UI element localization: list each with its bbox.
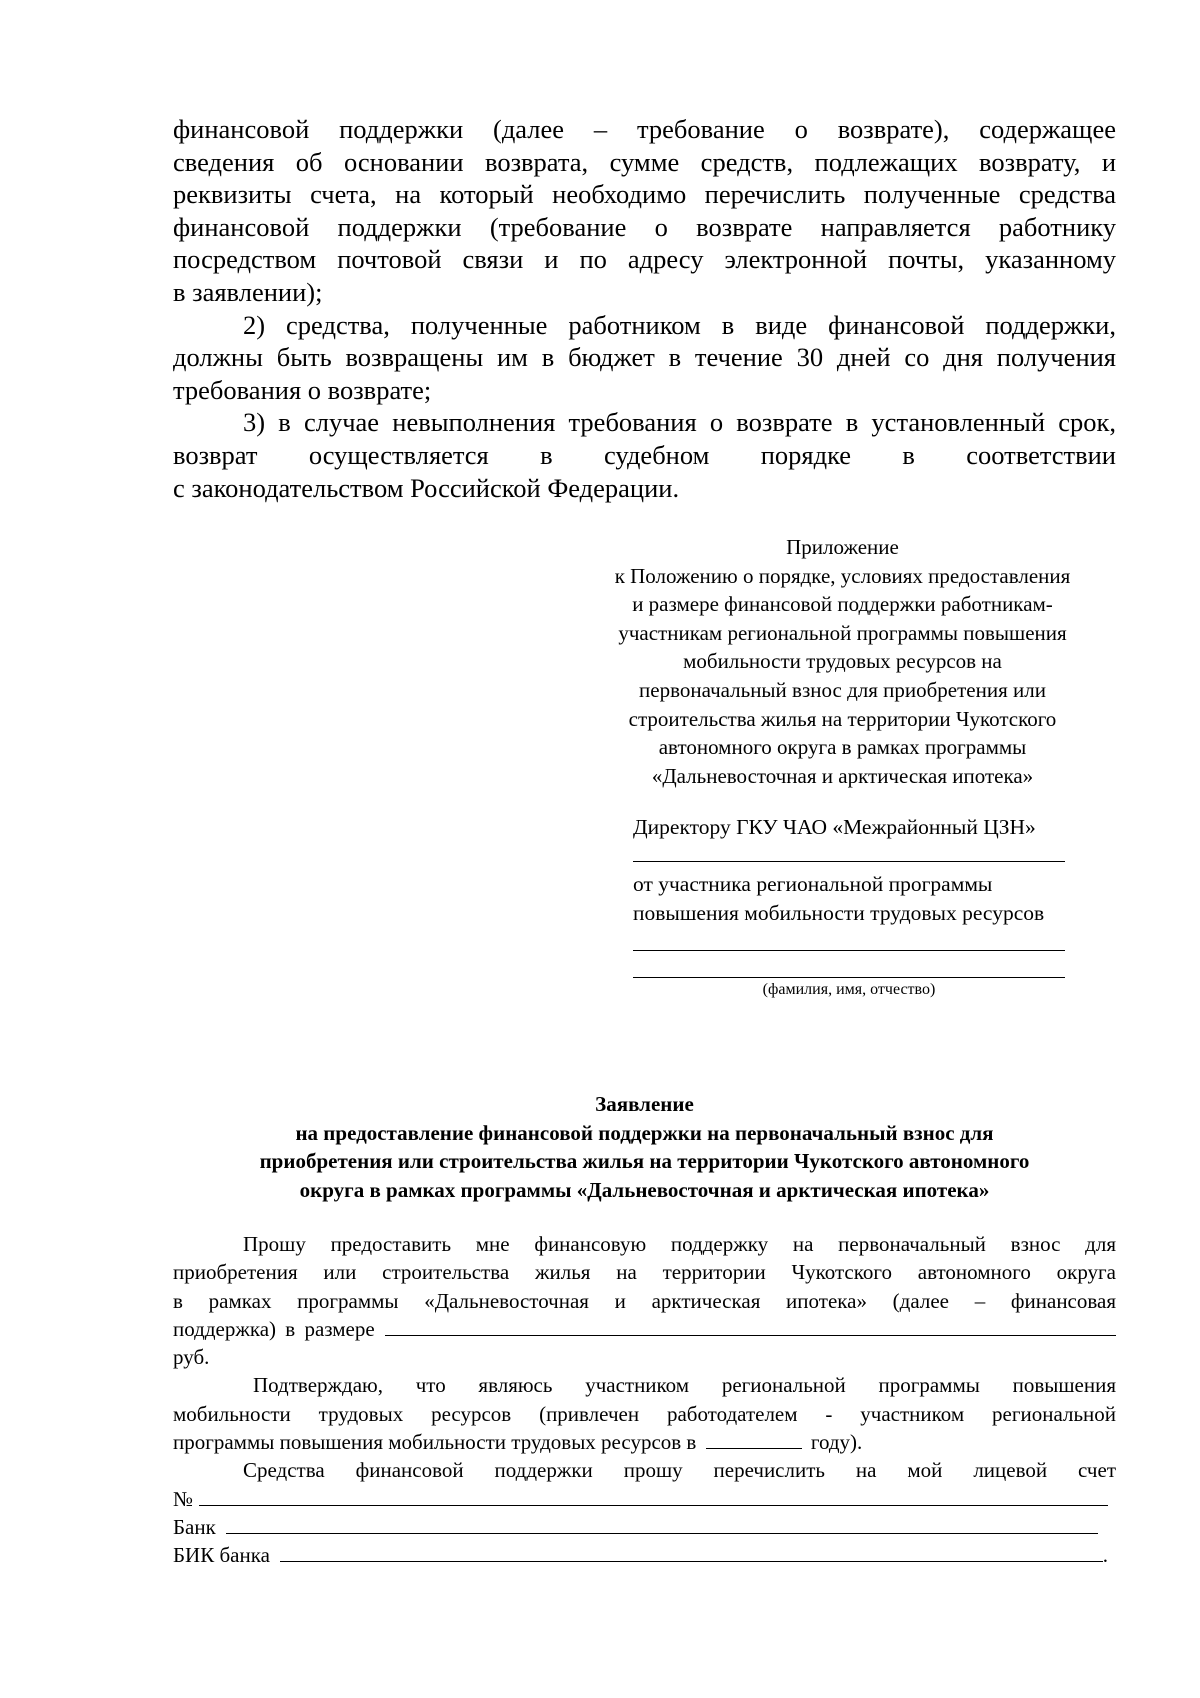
amount-field[interactable] <box>385 1315 1116 1336</box>
form-line: в рамках программы «Дальневосточная и арктическая ипотека» (далее – финансовая <box>173 1288 1116 1313</box>
from-line: от участника региональной программы <box>633 872 993 896</box>
fio-label: (фамилия, имя, отчество) <box>762 981 936 998</box>
bik-row <box>173 1541 1108 1569</box>
application-title: Заявление <box>595 1092 694 1116</box>
text-line: финансовой поддержки (далее – требование о возврате), содержащее <box>173 114 1116 144</box>
appendix-line: и размере финансовой поддержки работникам- <box>632 592 1053 617</box>
text-line: посредством почтовой связи и по адресу электронной почты, указанному <box>173 244 1116 275</box>
addressee-from <box>633 870 1113 928</box>
year-row <box>173 1428 1116 1456</box>
appendix-line: к Положению о порядке, условиях предоставления <box>614 563 1071 588</box>
form-line: приобретения или строительства жилья на территории Чукотского автономного округа <box>173 1260 1116 1285</box>
fio-blank-line-2[interactable] <box>633 977 1065 978</box>
bank-label: Банк <box>173 1514 216 1539</box>
text-line: финансовой поддержки (требование о возврате направляется работнику <box>173 211 1116 242</box>
text-line: реквизиты счета, на который необходимо перечислить полученные средства <box>173 179 1116 210</box>
text-line: сведения об основании возврата, сумме средств, подлежащих возврату, и <box>173 146 1116 177</box>
form-line: Подтверждаю, что являюсь участником региональной программы повышения <box>253 1373 1116 1398</box>
year-suffix: году). <box>810 1430 863 1455</box>
application-subtitle-line: приобретения или строительства жилья на территории Чукотского автономного <box>259 1149 1030 1173</box>
fio-blank-line-1[interactable] <box>633 950 1065 951</box>
from-line: повышения мобильности трудовых ресурсов <box>633 901 1045 925</box>
application-form <box>173 1230 1116 1570</box>
paragraph-2 <box>173 309 1116 407</box>
appendix-line: автономного округа в рамках программы <box>658 735 1027 760</box>
bank-row <box>173 1513 1098 1541</box>
text-line: требования о возврате; <box>173 374 432 405</box>
amount-label: поддержка) в размере <box>173 1316 375 1341</box>
bik-label: БИК банка <box>173 1543 270 1568</box>
text-line: возврат осуществляется в судебном порядке в соответствии <box>173 439 1116 470</box>
body-text <box>173 113 1116 504</box>
form-line: Средства финансовой поддержки прошу перечислить на мой лицевой счет <box>243 1458 1116 1483</box>
text-line: 3) в случае невыполнения требования о возврате в установленный срок, <box>243 407 1116 438</box>
application-subtitle-line: округа в рамках программы «Дальневосточная и арктическая ипотека» <box>299 1177 990 1202</box>
paragraph-3 <box>173 406 1116 504</box>
year-prefix: программы повышения мобильности трудовых ресурсов в <box>173 1430 697 1455</box>
appendix-line: мобильности трудовых ресурсов на <box>683 649 1002 674</box>
bik-field[interactable] <box>280 1541 1103 1562</box>
appendix-line: первоначальный взнос для приобретения или <box>639 677 1046 702</box>
form-line: Прошу предоставить мне финансовую поддержку на первоначальный взнос для <box>243 1232 1116 1256</box>
amount-row <box>173 1315 1116 1343</box>
paragraph-1 <box>173 113 1116 309</box>
account-field[interactable] <box>199 1485 1108 1506</box>
text-line: в заявлении); <box>173 276 323 307</box>
appendix-line: участникам региональной программы повышения <box>618 620 1067 645</box>
account-label: № <box>173 1486 194 1511</box>
application-subtitle-line: на предоставление финансовой поддержки на первоначальный взнос для <box>295 1120 994 1145</box>
bik-end: . <box>1102 1543 1108 1568</box>
addressee-to: Директору ГКУ ЧАО «Межрайонный ЦЗН» <box>633 815 1036 839</box>
text-line: должны быть возвращены им в бюджет в течение 30 дней со дня получения <box>173 342 1116 373</box>
year-field[interactable] <box>706 1428 802 1449</box>
text-line: 2) средства, полученные работником в виде финансовой поддержки, <box>243 309 1116 340</box>
bank-field[interactable] <box>226 1513 1098 1534</box>
application-title-block <box>173 1090 1116 1204</box>
text-line: с законодательством Российской Федерации. <box>173 472 680 503</box>
account-row <box>173 1485 1108 1513</box>
appendix-line: «Дальневосточная и арктическая ипотека» <box>651 763 1034 788</box>
appendix-block <box>570 533 1115 790</box>
form-line: мобильности трудовых ресурсов (привлечен работодателем - участником региональной <box>173 1401 1116 1426</box>
appendix-title: Приложение <box>786 535 899 559</box>
currency-label: руб. <box>173 1345 210 1370</box>
appendix-line: строительства жилья на территории Чукотского <box>628 706 1057 731</box>
addressee-blank-line[interactable] <box>633 861 1065 862</box>
